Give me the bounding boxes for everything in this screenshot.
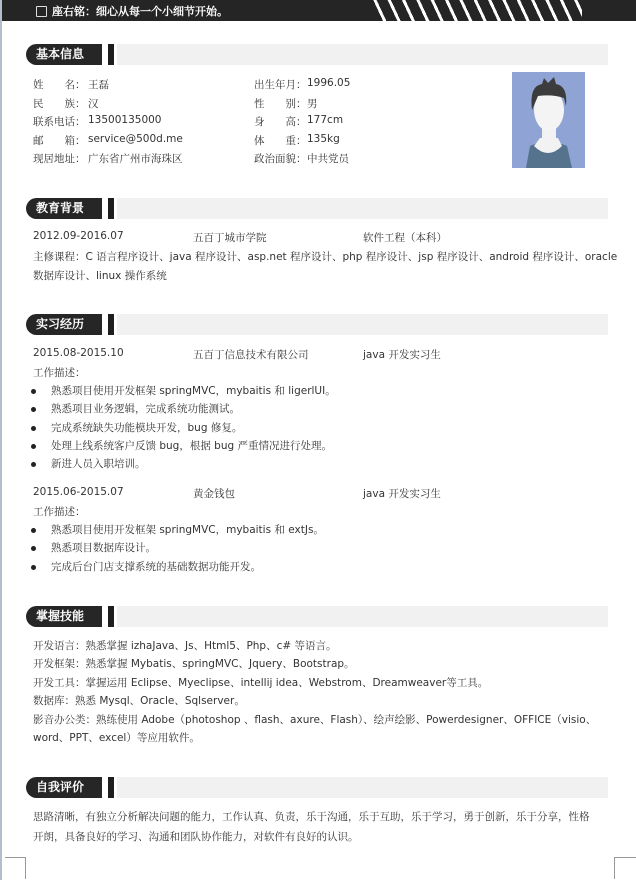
edu-courses: 主修课程：C 语言程序设计、java 程序设计、asp.net 程序设计、php 程序设计、jsp 程序设计、android 程序设计、oracle bbox=[33, 251, 618, 263]
field-label: 出生年月： bbox=[254, 79, 307, 91]
job-role: java 开发实习生 bbox=[363, 488, 441, 500]
field-value: 王磊 bbox=[88, 79, 109, 91]
document-icon bbox=[36, 6, 47, 17]
field-value: 男 bbox=[307, 97, 318, 110]
edu-date: 2012.09-2016.07 bbox=[33, 230, 124, 242]
job-date: 2015.06-2015.07 bbox=[33, 486, 124, 498]
stripe-decoration bbox=[372, 0, 582, 21]
skill-line: 开发工具：掌握运用 Eclipse、Myeclipse、intellij idea、Webstrom、Dreamweaver等工具。 bbox=[33, 676, 489, 689]
motto-text: 座右铭：细心从每一个小细节开始。 bbox=[52, 5, 228, 18]
section-header-intern bbox=[26, 314, 608, 335]
job-bullet-item: 新进人员入职培训。 bbox=[51, 458, 146, 471]
job-bullet-item: 处理上线系统客户反馈 bug，根据 bug 严重情况进行处理。 bbox=[51, 439, 332, 452]
self-eval-text: 开朗，具备良好的学习、沟通和团队协作能力，对软件有良好的认识。 bbox=[33, 831, 359, 843]
field-value: service@500d.me bbox=[88, 132, 183, 145]
field-value: 广东省广州市海珠区 bbox=[88, 153, 183, 166]
job-company: 黄金钱包 bbox=[193, 488, 235, 500]
field-label: 身 高： bbox=[254, 116, 307, 129]
section-header-skills bbox=[26, 606, 608, 627]
field-value: 13500135000 bbox=[88, 114, 162, 127]
header-band bbox=[117, 198, 608, 219]
job-company: 五百丁信息技术有限公司 bbox=[193, 349, 309, 361]
section-header-basic bbox=[26, 44, 608, 65]
field-value: 135kg bbox=[307, 132, 340, 145]
job-bullet-item: 熟悉项目业务逻辑，完成系统功能测试。 bbox=[51, 403, 240, 416]
field-label: 姓 名： bbox=[33, 79, 86, 91]
field-value: 汉 bbox=[88, 97, 99, 110]
edu-courses: 数据库设计、linux 操作系统 bbox=[33, 270, 167, 282]
divider bbox=[108, 198, 114, 219]
section-header-education bbox=[26, 198, 608, 219]
skill-line: word、PPT、excel）等应用软件。 bbox=[33, 732, 200, 744]
field-label: 现居地址： bbox=[33, 153, 86, 166]
job-bullet-item: 熟悉项目数据库设计。 bbox=[51, 542, 156, 555]
job-role: java 开发实习生 bbox=[363, 349, 441, 361]
section-title: 基本信息 bbox=[26, 44, 102, 65]
skill-line: 数据库：熟悉 Mysql、Oracle、Sqlserver。 bbox=[33, 695, 245, 708]
header-band bbox=[117, 606, 608, 627]
field-label: 体 重： bbox=[254, 134, 307, 147]
field-value: 177cm bbox=[307, 114, 344, 127]
job-bullet-item: 完成系统缺失功能模块开发，bug 修复。 bbox=[51, 421, 243, 434]
avatar-photo bbox=[512, 72, 585, 168]
motto bbox=[36, 3, 228, 19]
divider bbox=[108, 606, 114, 627]
divider bbox=[108, 777, 114, 798]
page-edge bbox=[0, 0, 2, 880]
section-header-self bbox=[26, 777, 608, 798]
divider bbox=[108, 44, 114, 65]
skill-line: 开发语言：熟悉掌握 izhaJava、Js、Html5、Php、c# 等语言。 bbox=[33, 640, 337, 652]
header-band bbox=[117, 777, 608, 798]
section-title: 自我评价 bbox=[26, 777, 102, 798]
field-value: 中共党员 bbox=[307, 153, 349, 166]
top-banner bbox=[2, 0, 636, 21]
edu-major: 软件工程（本科） bbox=[363, 232, 447, 244]
field-label: 邮 箱： bbox=[33, 134, 86, 147]
skill-line: 开发框架：熟悉掌握 Mybatis、springMVC、Jquery、Bootstrap。 bbox=[33, 658, 355, 671]
job-desc-label: 工作描述： bbox=[33, 367, 86, 379]
field-label: 性 别： bbox=[254, 97, 307, 110]
section-title: 掌握技能 bbox=[26, 606, 102, 627]
field-label: 民 族： bbox=[33, 97, 86, 110]
field-value: 1996.05 bbox=[307, 77, 351, 89]
header-band bbox=[117, 314, 608, 335]
section-title: 教育背景 bbox=[26, 198, 102, 219]
header-band bbox=[117, 44, 608, 65]
job-desc-label: 工作描述： bbox=[33, 506, 86, 518]
page-corner-mark bbox=[5, 857, 26, 879]
divider bbox=[108, 314, 114, 335]
self-eval-text: 思路清晰，有独立分析解决问题的能力，工作认真、负责，乐于沟通，乐于互助，乐于学习，勇于创新，乐于分享，性格 bbox=[33, 811, 590, 823]
job-date: 2015.08-2015.10 bbox=[33, 347, 124, 359]
edu-school: 五百丁城市学院 bbox=[193, 232, 267, 244]
job-bullet-item: 完成后台门店支撑系统的基础数据功能开发。 bbox=[51, 560, 261, 573]
job-bullet-item: 熟悉项目使用开发框架 springMVC，mybaitis 和 extJs。 bbox=[51, 524, 324, 536]
field-label: 联系电话： bbox=[33, 116, 86, 129]
section-title: 实习经历 bbox=[26, 314, 102, 335]
skill-line: 影音办公类：熟练使用 Adobe（photoshop 、flash、axure、Flash）、绘声绘影、Powerdesigner、OFFICE（visio、 bbox=[33, 713, 597, 726]
page-corner-mark bbox=[614, 857, 636, 879]
field-label: 政治面貌： bbox=[254, 153, 307, 166]
job-bullet-item: 熟悉项目使用开发框架 springMVC，mybaitis 和 ligerlUI。 bbox=[51, 385, 336, 397]
